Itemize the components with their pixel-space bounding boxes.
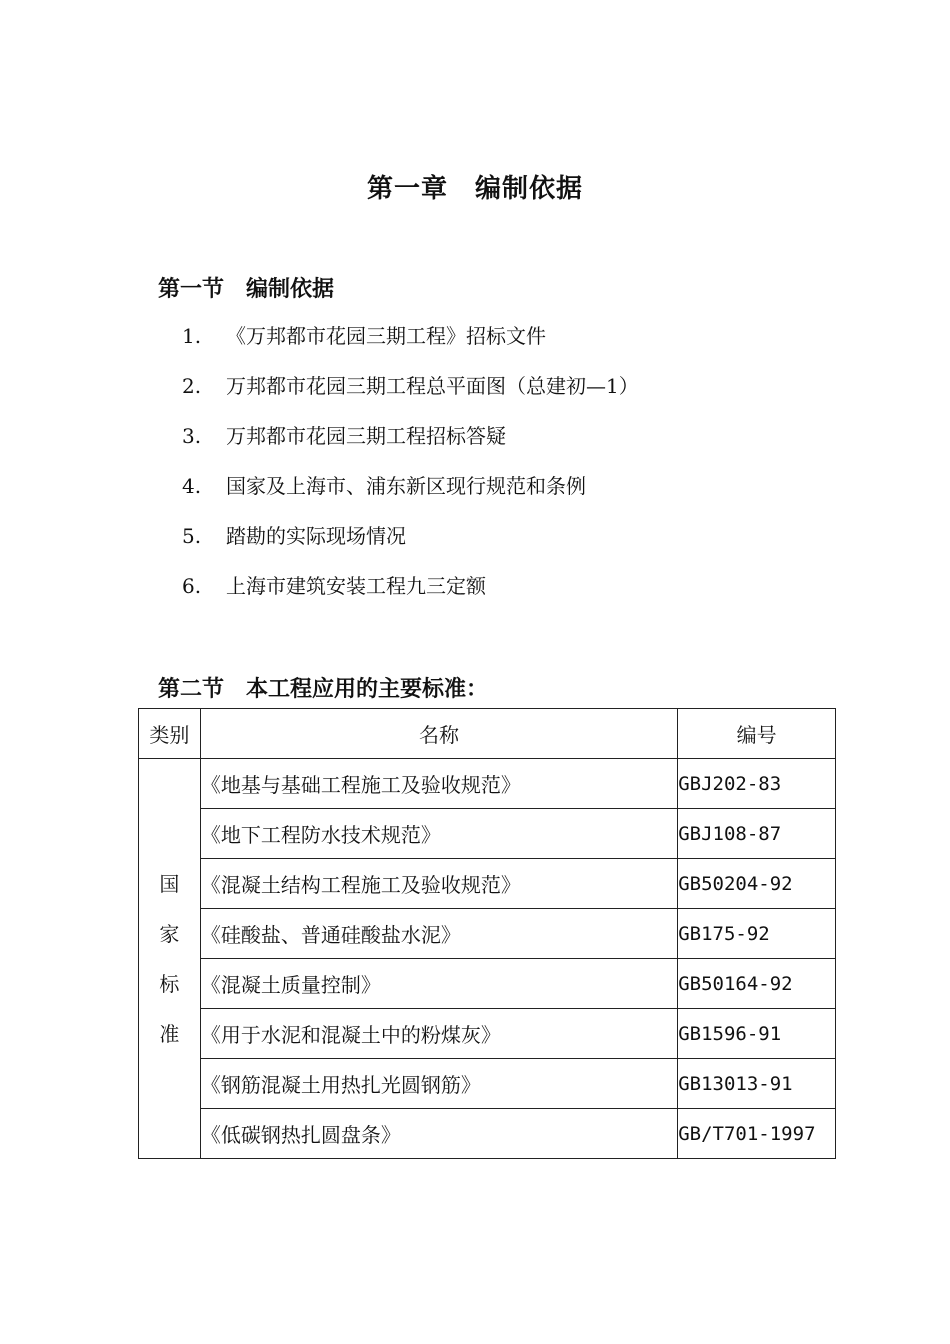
list-item-number: 2. (182, 374, 202, 398)
table-row (139, 1109, 836, 1159)
basis-list (182, 318, 639, 618)
standard-code: GB175-92 (678, 909, 836, 959)
header-code: 编号 (678, 709, 836, 759)
header-category: 类别 (139, 709, 201, 759)
table-row (139, 809, 836, 859)
list-item (182, 468, 639, 518)
table-header-row (139, 709, 836, 759)
table-row (139, 1059, 836, 1109)
table-row (139, 959, 836, 1009)
list-item-number: 5. (182, 524, 202, 548)
list-item-text: 万邦都市花园三期工程招标答疑 (226, 424, 506, 448)
list-item (182, 518, 639, 568)
standard-code: GB50164-92 (678, 959, 836, 1009)
standard-name: 《地基与基础工程施工及验收规范》 (200, 759, 677, 809)
table-row (139, 759, 836, 809)
list-item (182, 368, 639, 418)
standard-code: GB50204-92 (678, 859, 836, 909)
standards-table (138, 708, 836, 1159)
list-item-number: 1. (182, 324, 202, 348)
standard-name: 《混凝土质量控制》 (200, 959, 677, 1009)
standard-name: 《钢筋混凝土用热扎光圆钢筋》 (200, 1059, 677, 1109)
section-title-basis: 第一节 编制依据 (158, 277, 335, 302)
chapter-title: 第一章 编制依据 (366, 174, 583, 204)
standard-name: 《用于水泥和混凝土中的粉煤灰》 (200, 1009, 677, 1059)
list-item (182, 418, 639, 468)
list-item-text: 万邦都市花园三期工程总平面图（总建初—1） (226, 374, 639, 398)
standard-code: GB1596-91 (678, 1009, 836, 1059)
standard-code: GB13013-91 (678, 1059, 836, 1109)
list-item (182, 318, 639, 368)
section-title-standards: 第二节 本工程应用的主要标准： (158, 677, 489, 702)
list-item-number: 3. (182, 424, 202, 448)
list-item-text: 《万邦都市花园三期工程》招标文件 (226, 324, 546, 348)
standard-code: GBJ202-83 (678, 759, 836, 809)
category-cell (139, 759, 201, 1159)
standard-name: 《地下工程防水技术规范》 (200, 809, 677, 859)
list-item (182, 568, 639, 618)
list-item-number: 4. (182, 474, 202, 498)
standard-name: 《硅酸盐、普通硅酸盐水泥》 (200, 909, 677, 959)
table-row (139, 1009, 836, 1059)
standard-code: GB/T701-1997 (678, 1109, 836, 1159)
category-label: 国家标准 (159, 871, 180, 1046)
list-item-text: 上海市建筑安装工程九三定额 (226, 574, 486, 598)
standard-name: 《混凝土结构工程施工及验收规范》 (200, 859, 677, 909)
header-name: 名称 (200, 709, 677, 759)
list-item-text: 踏勘的实际现场情况 (226, 524, 406, 548)
standard-name: 《低碳钢热扎圆盘条》 (200, 1109, 677, 1159)
list-item-number: 6. (182, 574, 202, 598)
standard-code: GBJ108-87 (678, 809, 836, 859)
table-row (139, 909, 836, 959)
list-item-text: 国家及上海市、浦东新区现行规范和条例 (226, 474, 586, 498)
table-row (139, 859, 836, 909)
